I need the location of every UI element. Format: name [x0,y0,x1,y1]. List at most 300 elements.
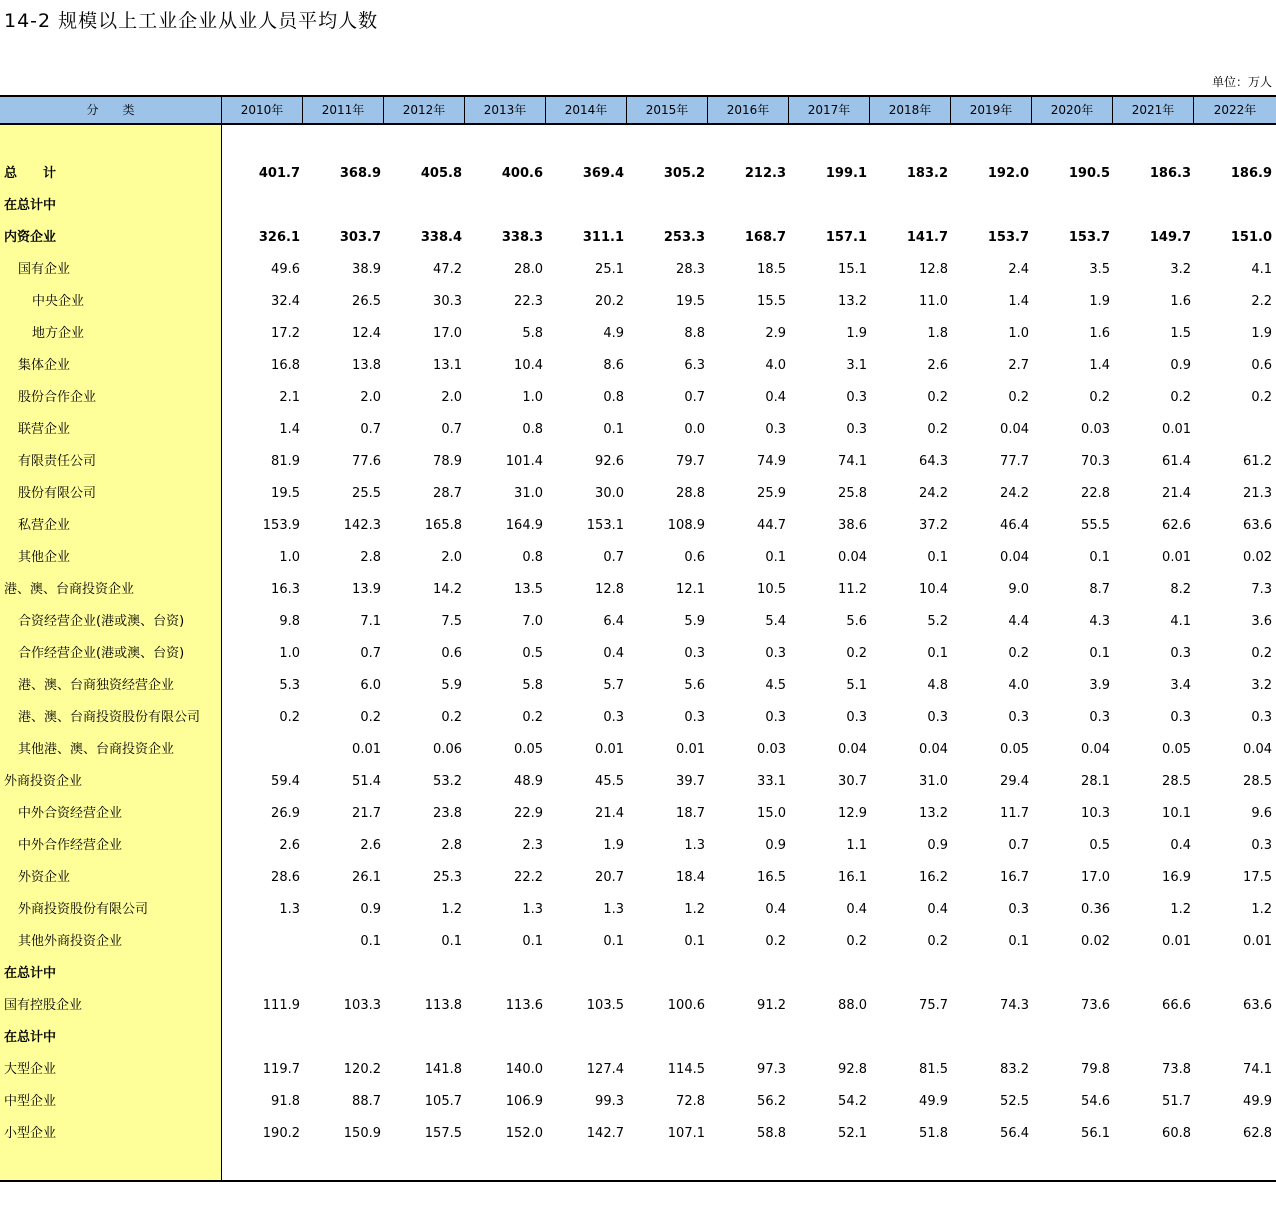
value-cell: 0.3 [846,390,867,405]
value-cell [384,190,462,222]
value-cell: 192.0 [987,166,1029,181]
value-cell: 1.2 [1251,902,1272,917]
value-cell: 1.2 [441,902,462,917]
row-label: 国有企业 [18,262,71,277]
row-label: 地方企业 [32,326,85,341]
table-row [0,1086,1276,1118]
table-row [0,318,1276,350]
value-cell: 4.1 [1251,262,1272,277]
table-row [0,574,1276,606]
value-cell: 1.3 [522,902,543,917]
value-cell: 59.4 [271,774,300,789]
value-cell: 97.3 [757,1062,786,1077]
value-cell: 74.9 [757,454,786,469]
row-label: 外商投资股份有限公司 [18,902,149,917]
value-cell: 0.5 [522,646,543,661]
value-cell: 49.6 [271,262,300,277]
value-cell: 10.3 [1081,806,1110,821]
header-year: 2014年 [546,97,627,123]
value-cell: 0.2 [1089,390,1110,405]
value-cell: 3.6 [1251,614,1272,629]
data-table [0,95,1276,1182]
value-cell: 1.4 [1008,294,1029,309]
value-cell: 0.1 [603,422,624,437]
value-cell [870,190,948,222]
value-cell: 0.01 [595,742,624,757]
value-cell: 0.7 [360,422,381,437]
value-cell: 190.2 [262,1126,300,1141]
value-cell: 0.7 [360,646,381,661]
value-cell [303,190,381,222]
value-cell: 0.04 [1081,742,1110,757]
table-row [0,222,1276,254]
value-cell: 3.2 [1251,678,1272,693]
value-cell: 77.6 [352,454,381,469]
value-cell: 0.2 [360,710,381,725]
header-year: 2013年 [465,97,546,123]
value-cell: 1.8 [927,326,948,341]
value-cell: 25.5 [352,486,381,501]
value-cell: 0.2 [927,390,948,405]
value-cell: 0.04 [1243,742,1272,757]
value-cell: 1.6 [1170,294,1191,309]
table-row [0,446,1276,478]
value-cell: 26.5 [352,294,381,309]
value-cell: 0.4 [765,902,786,917]
value-cell: 74.3 [1000,998,1029,1013]
value-cell: 47.2 [433,262,462,277]
header-year: 2016年 [708,97,789,123]
value-cell: 3.5 [1089,262,1110,277]
value-cell [303,1022,381,1054]
value-cell: 30.3 [433,294,462,309]
value-cell: 28.5 [1162,774,1191,789]
value-cell [546,1022,624,1054]
value-cell: 311.1 [582,230,624,245]
value-cell: 2.4 [1008,262,1029,277]
value-cell: 1.3 [279,902,300,917]
row-label: 中型企业 [4,1094,57,1109]
value-cell [546,958,624,990]
value-cell: 26.9 [271,806,300,821]
value-cell: 113.6 [505,998,543,1013]
value-cell: 53.2 [433,774,462,789]
value-cell: 0.3 [846,710,867,725]
value-cell: 0.7 [1008,838,1029,853]
value-cell: 8.6 [603,358,624,373]
value-cell [222,958,300,990]
value-cell: 153.7 [1068,230,1110,245]
row-label: 在总计中 [4,198,57,213]
value-cell: 17.0 [1081,870,1110,885]
value-cell [222,926,300,958]
value-cell: 16.7 [1000,870,1029,885]
value-cell: 28.5 [1243,774,1272,789]
header-year: 2017年 [789,97,870,123]
value-cell: 0.1 [765,550,786,565]
value-cell: 0.01 [352,742,381,757]
value-cell: 0.3 [1251,710,1272,725]
value-cell: 141.8 [424,1062,462,1077]
value-cell: 152.0 [505,1126,543,1141]
value-cell: 88.7 [352,1094,381,1109]
value-cell: 44.7 [757,518,786,533]
value-cell: 17.5 [1243,870,1272,885]
value-cell: 0.2 [927,422,948,437]
value-cell [465,1022,543,1054]
value-cell: 7.1 [360,614,381,629]
value-cell: 54.2 [838,1094,867,1109]
value-cell [951,190,1029,222]
row-label: 合作经营企业(港或澳、台资) [18,646,185,661]
value-cell: 0.4 [1170,838,1191,853]
table-row [0,606,1276,638]
value-cell [1032,958,1110,990]
value-cell [708,190,786,222]
value-cell: 14.2 [433,582,462,597]
row-label: 外商投资企业 [4,774,83,789]
value-cell [222,734,300,766]
value-cell: 1.2 [1170,902,1191,917]
value-cell: 0.2 [441,710,462,725]
value-cell: 45.5 [595,774,624,789]
value-cell: 0.6 [684,550,705,565]
value-cell: 15.1 [838,262,867,277]
value-cell: 0.3 [927,710,948,725]
value-cell: 62.6 [1162,518,1191,533]
value-cell: 1.0 [522,390,543,405]
value-cell: 39.7 [676,774,705,789]
value-cell: 23.8 [433,806,462,821]
value-cell: 0.4 [927,902,948,917]
page-title: 14-2 规模以上工业企业从业人员平均人数 [4,10,379,32]
value-cell: 190.5 [1068,166,1110,181]
value-cell: 0.2 [279,710,300,725]
value-cell: 16.3 [271,582,300,597]
value-cell: 119.7 [262,1062,300,1077]
table-row [0,350,1276,382]
row-label: 外资企业 [18,870,71,885]
row-label: 有限责任公司 [18,454,97,469]
value-cell: 5.9 [441,678,462,693]
value-cell: 0.3 [765,646,786,661]
value-cell: 0.9 [765,838,786,853]
value-cell: 4.3 [1089,614,1110,629]
value-cell: 74.1 [1243,1062,1272,1077]
value-cell [789,958,867,990]
value-cell: 8.2 [1170,582,1191,597]
value-cell: 13.5 [514,582,543,597]
value-cell: 0.04 [838,742,867,757]
value-cell: 28.1 [1081,774,1110,789]
value-cell: 0.36 [1081,902,1110,917]
value-cell: 7.5 [441,614,462,629]
value-cell: 0.7 [684,390,705,405]
value-cell: 10.5 [757,582,786,597]
value-cell: 12.9 [838,806,867,821]
value-cell: 0.2 [765,934,786,949]
value-cell: 25.9 [757,486,786,501]
value-cell: 1.2 [684,902,705,917]
value-cell: 142.3 [343,518,381,533]
row-label: 其他港、澳、台商投资企业 [18,742,175,757]
value-cell: 13.8 [352,358,381,373]
value-cell: 2.6 [279,838,300,853]
value-cell: 92.6 [595,454,624,469]
value-cell: 0.05 [1162,742,1191,757]
value-cell: 3.4 [1170,678,1191,693]
value-cell: 0.6 [441,646,462,661]
value-cell: 149.7 [1149,230,1191,245]
value-cell: 11.0 [919,294,948,309]
value-cell: 111.9 [262,998,300,1013]
table-row [0,414,1276,446]
row-label: 港、澳、台商独资经营企业 [18,678,175,693]
row-label: 股份合作企业 [18,390,97,405]
value-cell: 0.4 [603,646,624,661]
value-cell: 0.02 [1081,934,1110,949]
value-cell: 113.8 [424,998,462,1013]
value-cell: 74.1 [838,454,867,469]
value-cell: 183.2 [906,166,948,181]
value-cell: 37.2 [919,518,948,533]
value-cell [951,958,1029,990]
value-cell: 157.1 [825,230,867,245]
header-year: 2021年 [1113,97,1194,123]
value-cell: 52.5 [1000,1094,1029,1109]
value-cell: 153.7 [987,230,1029,245]
value-cell: 10.4 [919,582,948,597]
value-cell: 186.9 [1230,166,1272,181]
value-cell: 0.1 [1008,934,1029,949]
row-label: 中央企业 [32,294,85,309]
value-cell: 13.9 [352,582,381,597]
value-cell: 106.9 [505,1094,543,1109]
value-cell: 0.2 [1251,390,1272,405]
row-label: 内资企业 [4,230,57,245]
value-cell: 0.2 [1008,390,1029,405]
value-cell: 0.2 [927,934,948,949]
value-cell: 5.7 [603,678,624,693]
row-label: 国有控股企业 [4,998,83,1013]
value-cell: 81.5 [919,1062,948,1077]
value-cell: 20.2 [595,294,624,309]
value-cell: 0.06 [433,742,462,757]
table-row [0,958,1276,990]
value-cell: 52.1 [838,1126,867,1141]
value-cell: 4.9 [603,326,624,341]
value-cell: 46.4 [1000,518,1029,533]
table-row [0,510,1276,542]
value-cell: 0.3 [684,710,705,725]
value-cell: 4.0 [765,358,786,373]
value-cell: 1.0 [1008,326,1029,341]
value-cell: 55.5 [1081,518,1110,533]
value-cell: 2.6 [927,358,948,373]
value-cell: 12.8 [595,582,624,597]
value-cell: 17.2 [271,326,300,341]
value-cell: 7.3 [1251,582,1272,597]
value-cell: 9.8 [279,614,300,629]
value-cell: 0.05 [1000,742,1029,757]
value-cell: 56.1 [1081,1126,1110,1141]
value-cell: 107.1 [667,1126,705,1141]
value-cell: 25.8 [838,486,867,501]
value-cell: 78.9 [433,454,462,469]
value-cell [627,958,705,990]
value-cell: 72.8 [676,1094,705,1109]
header-year: 2015年 [627,97,708,123]
value-cell: 0.9 [927,838,948,853]
value-cell: 1.1 [846,838,867,853]
row-label: 私营企业 [18,518,71,533]
value-cell: 101.4 [505,454,543,469]
value-cell: 120.2 [343,1062,381,1077]
value-cell: 20.7 [595,870,624,885]
table-row [0,990,1276,1022]
value-cell: 0.9 [360,902,381,917]
value-cell: 0.04 [1000,550,1029,565]
value-cell: 16.8 [271,358,300,373]
table-row [0,798,1276,830]
value-cell: 0.8 [603,390,624,405]
row-label: 集体企业 [18,358,71,373]
row-label: 港、澳、台商投资企业 [4,582,135,597]
row-label: 其他外商投资企业 [18,934,123,949]
value-cell: 0.01 [676,742,705,757]
value-cell: 6.0 [360,678,381,693]
value-cell: 16.2 [919,870,948,885]
value-cell: 400.6 [501,166,543,181]
row-label: 小型企业 [4,1126,57,1141]
table-row [0,1022,1276,1054]
value-cell: 28.8 [676,486,705,501]
value-cell: 0.2 [522,710,543,725]
value-cell: 25.1 [595,262,624,277]
value-cell: 0.01 [1243,934,1272,949]
value-cell: 63.6 [1243,518,1272,533]
value-cell: 5.8 [522,326,543,341]
value-cell: 0.2 [1251,646,1272,661]
row-label: 总 计 [4,166,57,181]
table-row [0,254,1276,286]
value-cell: 212.3 [744,166,786,181]
table-header [0,95,1276,125]
table-row [0,1054,1276,1086]
table-row [0,158,1276,190]
value-cell: 199.1 [825,166,867,181]
value-cell [1032,190,1110,222]
table-row [0,734,1276,766]
value-cell: 60.8 [1162,1126,1191,1141]
value-cell: 13.1 [433,358,462,373]
row-label: 联营企业 [18,422,71,437]
value-cell: 5.2 [927,614,948,629]
value-cell: 0.2 [1008,646,1029,661]
value-cell [384,958,462,990]
value-cell: 83.2 [1000,1062,1029,1077]
value-cell [222,190,300,222]
value-cell [1194,958,1272,990]
value-cell: 91.2 [757,998,786,1013]
header-year: 2019年 [951,97,1032,123]
value-cell: 15.5 [757,294,786,309]
value-cell: 24.2 [919,486,948,501]
value-cell: 0.03 [757,742,786,757]
value-cell: 150.9 [343,1126,381,1141]
value-cell: 0.8 [522,422,543,437]
table-row [0,766,1276,798]
table-row [0,478,1276,510]
value-cell: 22.8 [1081,486,1110,501]
value-cell: 108.9 [667,518,705,533]
value-cell: 91.8 [271,1094,300,1109]
value-cell: 28.3 [676,262,705,277]
value-cell [1113,190,1191,222]
value-cell [384,1022,462,1054]
table-row [0,702,1276,734]
value-cell: 0.04 [838,550,867,565]
value-cell: 2.0 [360,390,381,405]
value-cell: 29.4 [1000,774,1029,789]
value-cell: 5.1 [846,678,867,693]
value-cell: 56.4 [1000,1126,1029,1141]
value-cell: 28.6 [271,870,300,885]
value-cell: 0.1 [1089,550,1110,565]
value-cell [789,1022,867,1054]
row-label: 中外合资经营企业 [18,806,123,821]
value-cell: 49.9 [1243,1094,1272,1109]
value-cell: 0.01 [1162,422,1191,437]
value-cell: 19.5 [271,486,300,501]
value-cell: 30.7 [838,774,867,789]
value-cell: 16.9 [1162,870,1191,885]
table-row [0,894,1276,926]
value-cell: 1.6 [1089,326,1110,341]
value-cell: 326.1 [258,230,300,245]
value-cell: 5.6 [684,678,705,693]
value-cell: 0.3 [1008,710,1029,725]
value-cell: 4.5 [765,678,786,693]
value-cell: 1.0 [279,646,300,661]
value-cell: 0.3 [1170,646,1191,661]
value-cell: 368.9 [339,166,381,181]
value-cell: 18.7 [676,806,705,821]
value-cell: 38.6 [838,518,867,533]
value-cell: 28.7 [433,486,462,501]
table-row [0,638,1276,670]
value-cell: 305.2 [663,166,705,181]
value-cell [465,190,543,222]
value-cell: 153.1 [586,518,624,533]
value-cell: 142.7 [586,1126,624,1141]
table-row [0,286,1276,318]
value-cell: 6.4 [603,614,624,629]
value-cell: 10.4 [514,358,543,373]
value-cell: 405.8 [420,166,462,181]
value-cell: 31.0 [919,774,948,789]
value-cell: 153.9 [262,518,300,533]
value-cell: 10.1 [1162,806,1191,821]
value-cell: 1.5 [1170,326,1191,341]
value-cell: 0.4 [846,902,867,917]
value-cell: 62.8 [1243,1126,1272,1141]
value-cell: 1.9 [1089,294,1110,309]
value-cell: 0.3 [1089,710,1110,725]
value-cell: 157.5 [424,1126,462,1141]
value-cell: 3.1 [846,358,867,373]
value-cell: 186.3 [1149,166,1191,181]
